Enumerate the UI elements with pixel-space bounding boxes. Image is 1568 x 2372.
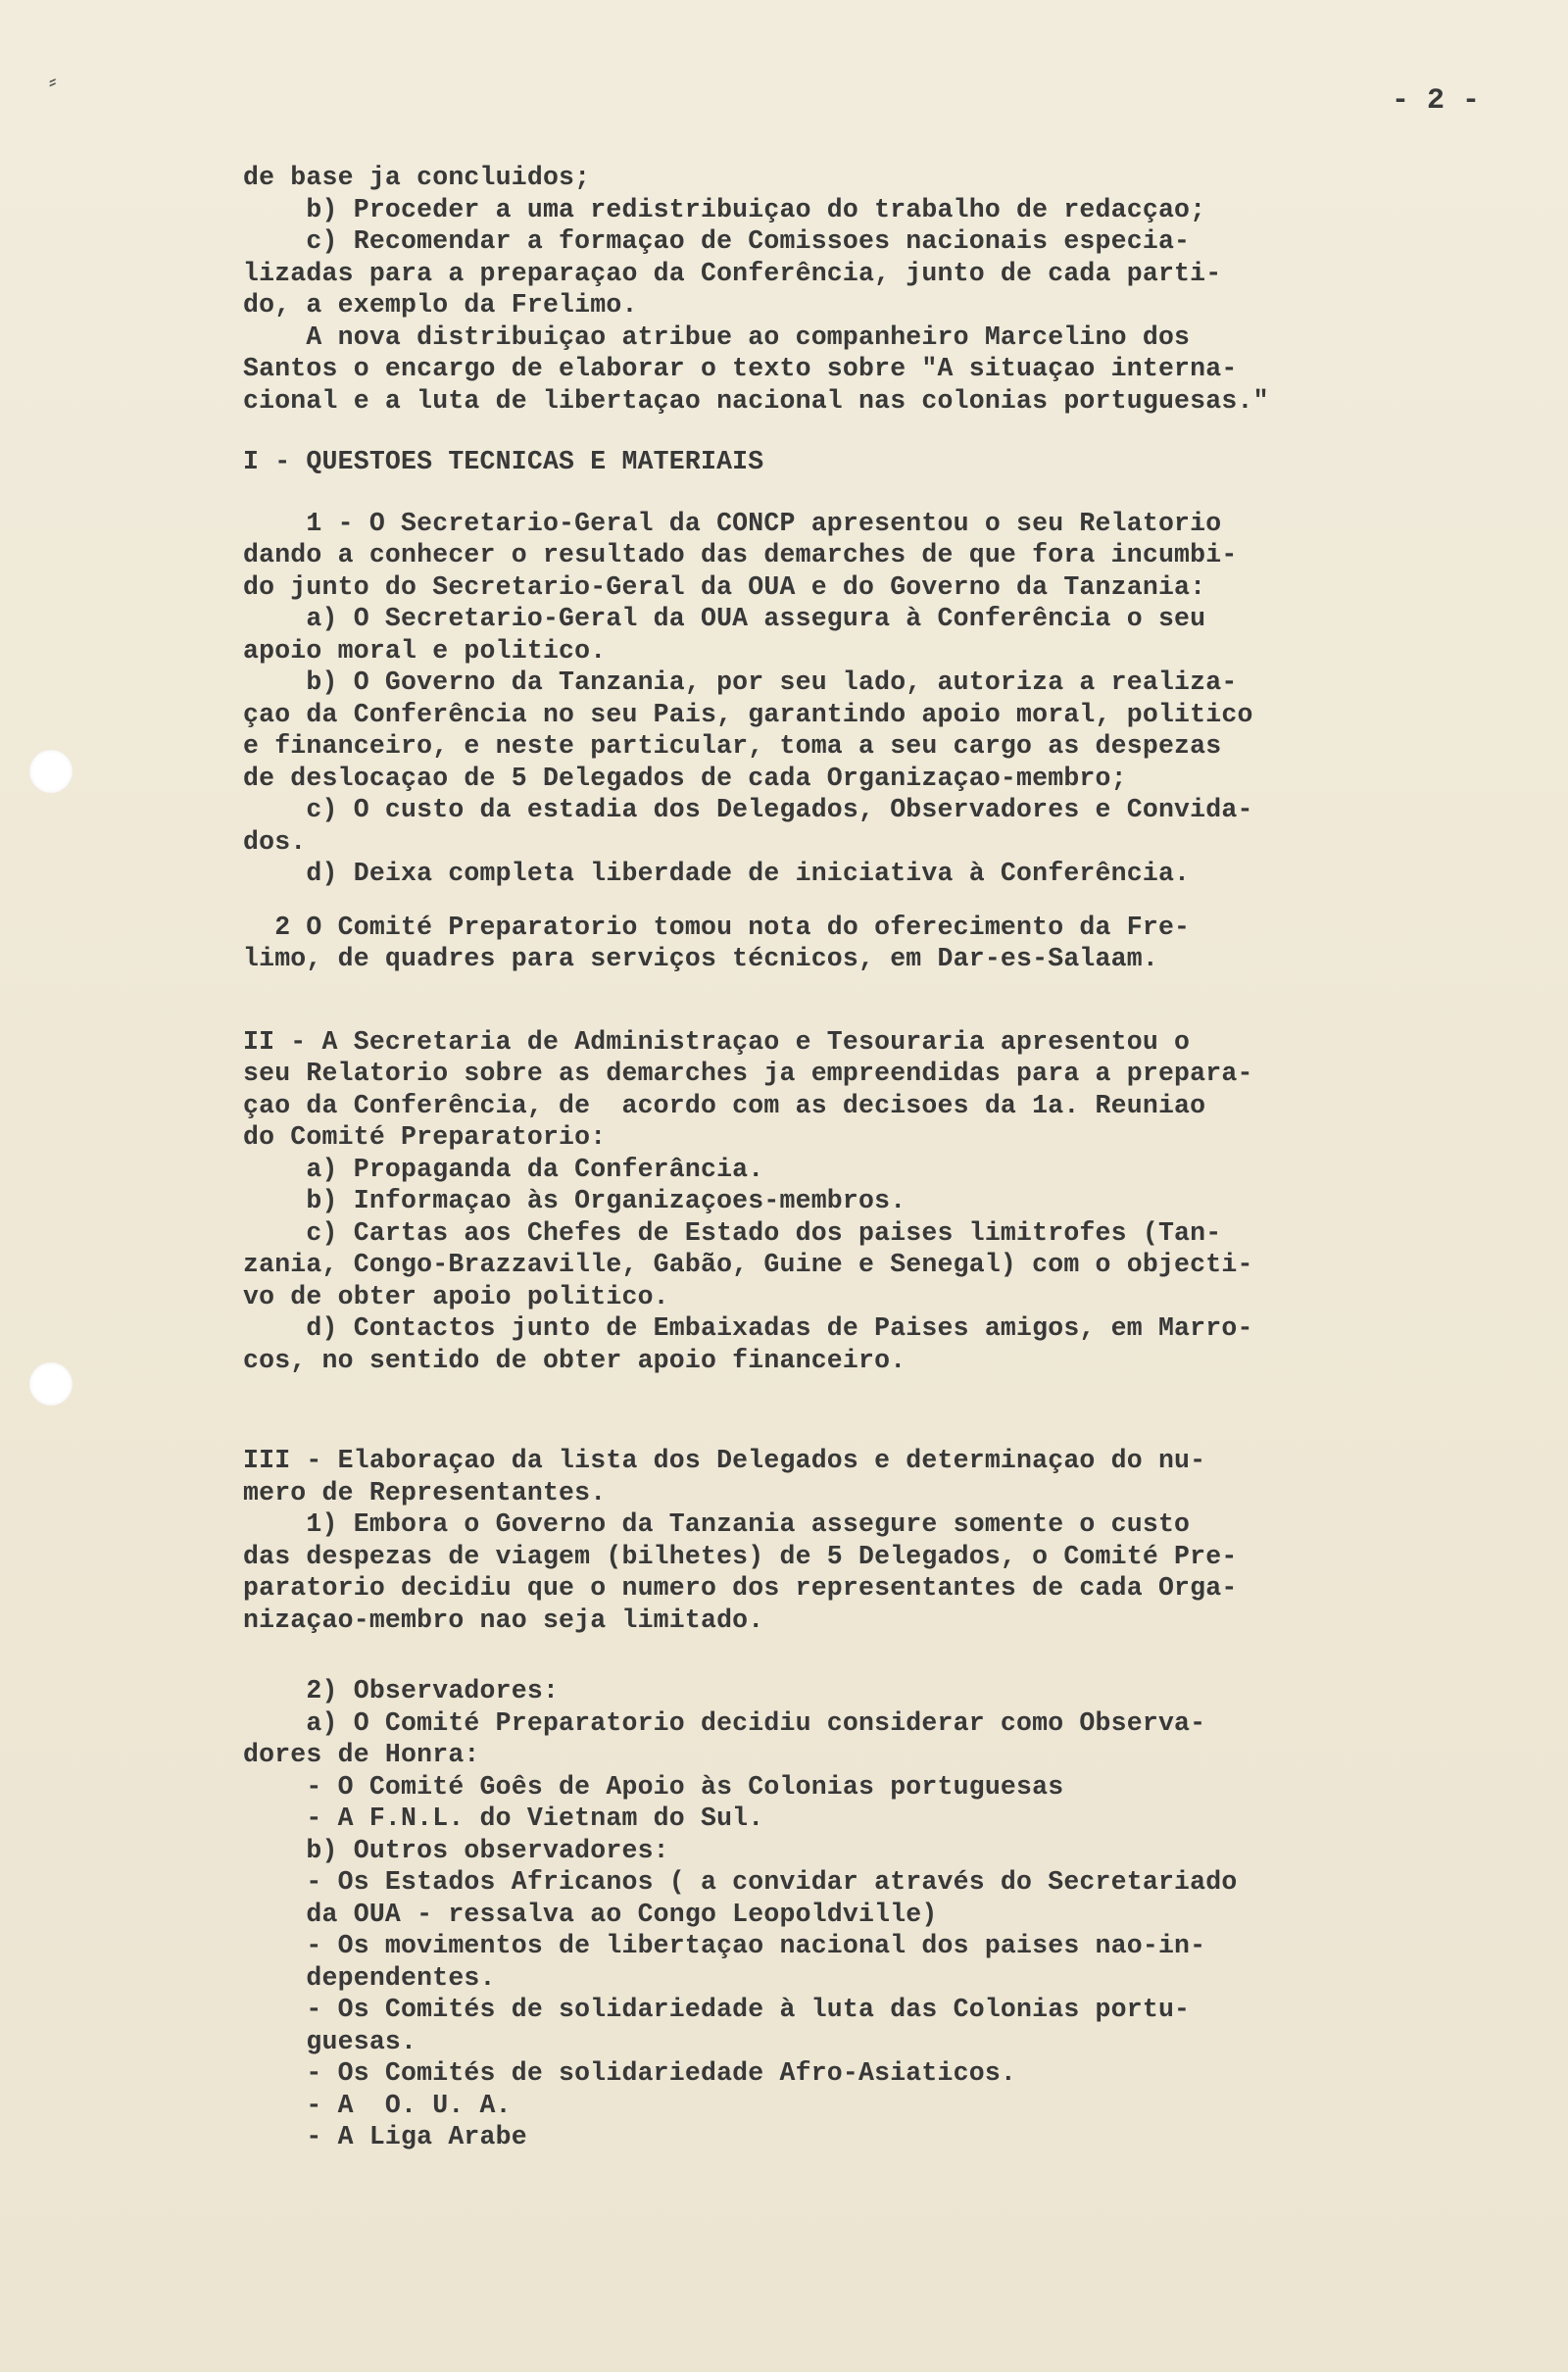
text-line: a) Propaganda da Conferância. bbox=[243, 1154, 764, 1184]
text-line: de base ja concluidos; bbox=[243, 163, 591, 192]
text-line: da OUA - ressalva ao Congo Leopoldville) bbox=[243, 1899, 938, 1929]
list-item: - O Comité Goês de Apoio às Colonias portuguesas bbox=[243, 1771, 1064, 1802]
list-item: - A F.N.L. do Vietnam do Sul. bbox=[243, 1804, 764, 1833]
blank-line bbox=[243, 1636, 1537, 1675]
text-line: paratorio decidiu que o numero dos representantes de cada Orga- bbox=[243, 1573, 1238, 1603]
text-line: dando a conhecer o resultado das demarches de que fora incumbi- bbox=[243, 540, 1238, 569]
text-line: çao da Conferência, de acordo com as decisoes da 1a. Reuniao bbox=[243, 1090, 1206, 1120]
text-line: c) O custo da estadia dos Delegados, Observadores e Convida- bbox=[243, 795, 1253, 824]
section-heading: III - Elaboraçao da lista dos Delegados e determinaçao do nu- bbox=[243, 1446, 1206, 1475]
text-line: d) Deixa completa liberdade de iniciativa à Conferência. bbox=[243, 859, 1191, 888]
text-line: b) Proceder a uma redistribuiçao do trabalho de redacçao; bbox=[243, 194, 1206, 224]
text-line: b) Outros observadores: bbox=[243, 1835, 669, 1865]
section-heading: I - QUESTOES TECNICAS E MATERIAIS bbox=[243, 447, 764, 476]
blank-line bbox=[243, 1376, 1537, 1445]
text-line: dependentes. bbox=[243, 1962, 496, 1993]
text-line: cional e a luta de libertaçao nacional nas colonias portuguesas." bbox=[243, 385, 1269, 416]
text-line: A nova distribuiçao atribue ao companheiro Marcelino dos bbox=[243, 321, 1191, 352]
list-item: - Os Comités de solidariedade à luta das Colonias portu- bbox=[243, 1995, 1191, 2024]
punch-hole bbox=[29, 1362, 73, 1406]
text-line: 2 O Comité Preparatorio tomou nota do oferecimento da Fre- bbox=[243, 912, 1191, 942]
text-line: dores de Honra: bbox=[243, 1740, 480, 1769]
text-line: e financeiro, e neste particular, toma a seu cargo as despezas bbox=[243, 731, 1222, 761]
text-line: dos. bbox=[243, 826, 307, 857]
text-line: do Comité Preparatorio: bbox=[243, 1122, 607, 1152]
text-line: de deslocaçao de 5 Delegados de cada Organizaçao-membro; bbox=[243, 763, 1127, 793]
typed-text-body bbox=[243, 162, 1537, 2153]
list-item: - Os movimentos de libertaçao nacional dos paises nao-in- bbox=[243, 1931, 1206, 1960]
ink-smudge: ⸗ bbox=[49, 70, 57, 94]
text-line: 1 - O Secretario-Geral da CONCP apresentou o seu Relatorio bbox=[243, 508, 1222, 538]
text-line: mero de Representantes. bbox=[243, 1477, 607, 1507]
text-line: a) O Comité Preparatorio decidiu considerar como Observa- bbox=[243, 1707, 1206, 1738]
text-line: do junto do Secretario-Geral da OUA e do Governo da Tanzania: bbox=[243, 571, 1206, 602]
text-line: çao da Conferência no seu Pais, garantindo apoio moral, politico bbox=[243, 699, 1253, 729]
text-line: vo de obter apoio politico. bbox=[243, 1281, 669, 1311]
list-item: - A O. U. A. bbox=[243, 2090, 512, 2120]
text-line: b) Informaçao às Organizaçoes-membros. bbox=[243, 1186, 906, 1215]
text-line: seu Relatorio sobre as demarches ja empreendidas para a prepara- bbox=[243, 1059, 1253, 1088]
text-line: guesas. bbox=[243, 2026, 417, 2056]
text-line: zania, Congo-Brazzaville, Gabão, Guine e Senegal) com o objecti- bbox=[243, 1250, 1253, 1279]
blank-line bbox=[243, 975, 1537, 1026]
list-item: - Os Estados Africanos ( a convidar através do Secretariado bbox=[243, 1867, 1238, 1897]
blank-line bbox=[243, 890, 1537, 912]
punch-hole bbox=[29, 750, 73, 793]
page-number: - 2 - bbox=[1392, 84, 1481, 118]
text-line: 1) Embora o Governo da Tanzania assegure somente o custo bbox=[243, 1509, 1191, 1539]
list-item: - Os Comités de solidariedade Afro-Asiaticos. bbox=[243, 2058, 1017, 2088]
text-line: c) Recomendar a formaçao de Comissoes nacionais especia- bbox=[243, 226, 1191, 256]
text-line: Santos o encargo de elaborar o texto sobre "A situaçao interna- bbox=[243, 354, 1238, 383]
list-item: - A Liga Arabe bbox=[243, 2122, 527, 2151]
text-line: c) Cartas aos Chefes de Estado dos paises limitrofes (Tan- bbox=[243, 1217, 1222, 1248]
section-heading: II - A Secretaria de Administraçao e Tesouraria apresentou o bbox=[243, 1026, 1191, 1057]
blank-line bbox=[243, 478, 1537, 508]
text-line: lizadas para a preparaçao da Conferência, junto de cada parti- bbox=[243, 258, 1222, 288]
text-line: 2) Observadores: bbox=[243, 1676, 560, 1705]
text-line: nizaçao-membro nao seja limitado. bbox=[243, 1605, 764, 1635]
text-line: apoio moral e politico. bbox=[243, 635, 607, 666]
text-line: d) Contactos junto de Embaixadas de Paises amigos, em Marro- bbox=[243, 1313, 1253, 1343]
text-line: das despezas de viagem (bilhetes) de 5 Delegados, o Comité Pre- bbox=[243, 1541, 1238, 1571]
text-line: do, a exemplo da Frelimo. bbox=[243, 290, 638, 320]
text-line: cos, no sentido de obter apoio financeiro. bbox=[243, 1345, 906, 1375]
blank-line bbox=[243, 417, 1537, 446]
text-line: limo, de quadres para serviços técnicos, em Dar-es-Salaam. bbox=[243, 944, 1158, 973]
text-line: b) O Governo da Tanzania, por seu lado, autoriza a realiza- bbox=[243, 667, 1238, 697]
text-line: a) O Secretario-Geral da OUA assegura à Conferência o seu bbox=[243, 604, 1206, 633]
